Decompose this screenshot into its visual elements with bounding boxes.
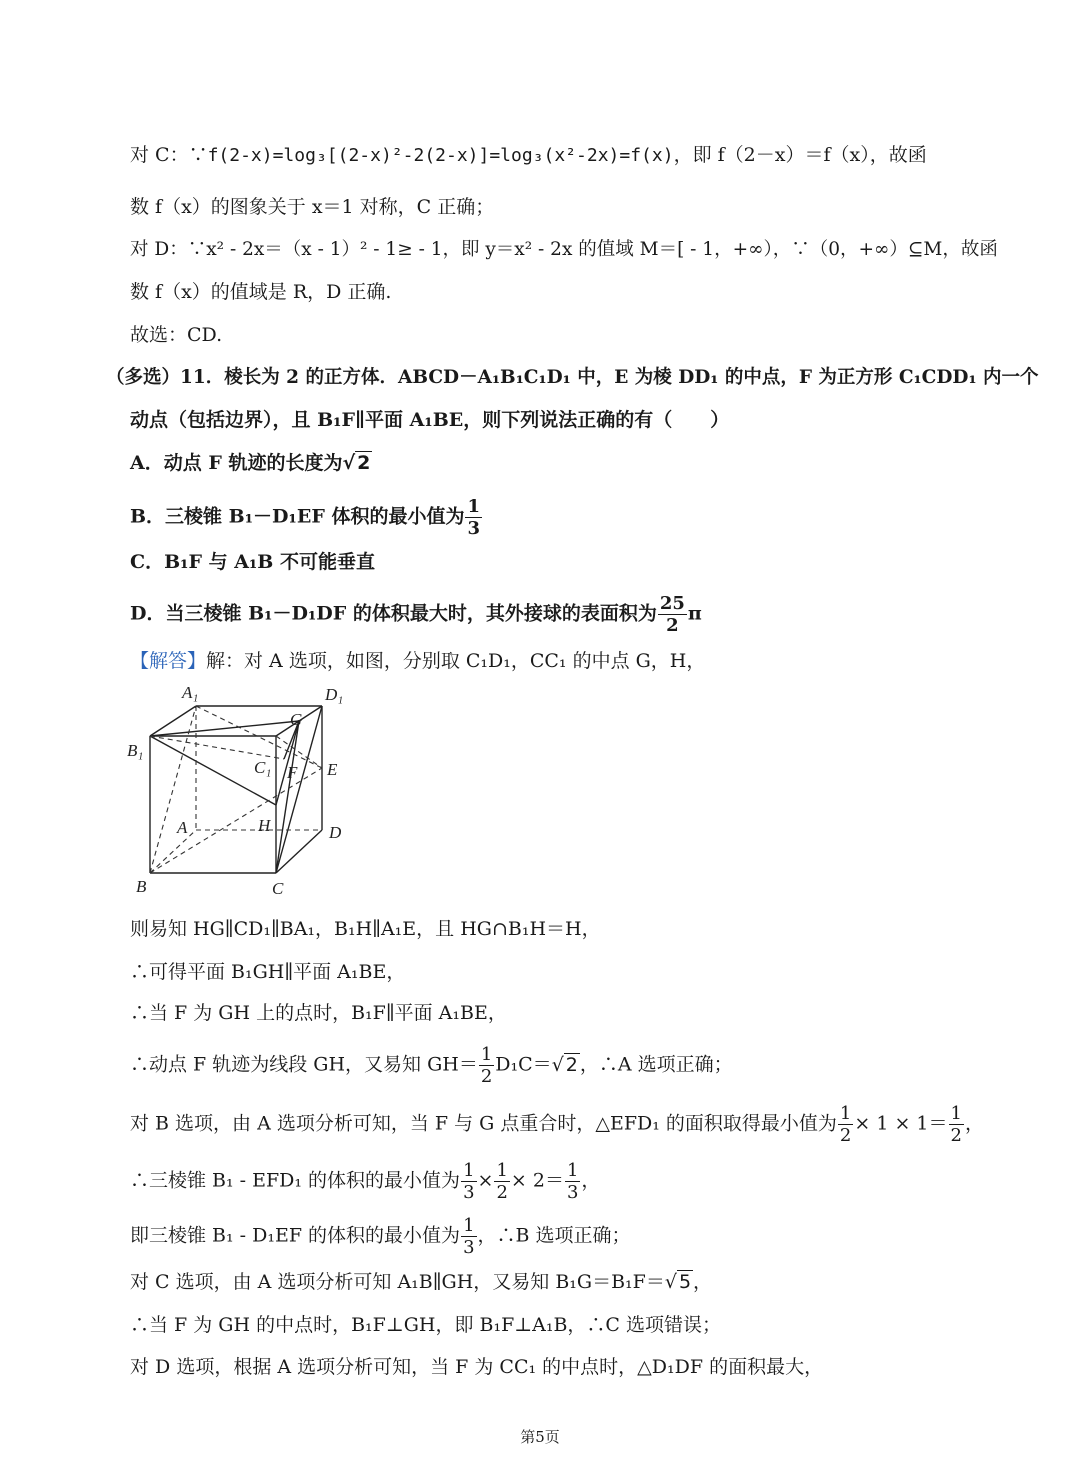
text-run: 即三棱锥 B₁ - D₁EF 的体积的最小值为 [130, 1224, 461, 1247]
option-b [130, 496, 483, 539]
page-number: 第5页 [520, 1428, 560, 1446]
text-run: ∴三棱锥 B₁ - EFD₁ 的体积的最小值为 [130, 1169, 461, 1192]
text-run: ，即 f（2－x）＝f（x），故函 [673, 144, 927, 166]
choice-line: 故选：CD. [130, 324, 223, 346]
text-run: ， [581, 1169, 601, 1192]
text-run: ， [693, 1271, 713, 1293]
sqrt: √ 2 [342, 452, 371, 474]
fraction [494, 1160, 509, 1203]
solution-step-3: ∴当 F 为 GH 上的点时，B₁F∥平面 A₁BE， [130, 1002, 507, 1024]
numerator: 25 [659, 593, 685, 614]
numerator: 1 [463, 1160, 475, 1181]
solution-step-8 [130, 1267, 712, 1297]
solution-step-5 [130, 1103, 984, 1146]
denominator: 2 [950, 1125, 962, 1146]
label-e: E [327, 760, 338, 779]
text-run: ，∴B 选项正确； [477, 1224, 631, 1247]
text-run: 对 C：∵ [130, 144, 208, 166]
option-b-text: B．三棱锥 B₁－D₁EF 体积的最小值为 [130, 505, 465, 528]
text-run: D₁C＝ [495, 1053, 552, 1076]
fraction [479, 1044, 494, 1087]
option-a [130, 448, 372, 478]
fraction [658, 593, 687, 636]
radicand: 2 [357, 452, 371, 474]
line-c1e-hidden [276, 736, 322, 768]
sqrt: √ 5 [664, 1271, 692, 1293]
fraction [838, 1103, 853, 1146]
option-d [130, 593, 702, 636]
denominator: 3 [463, 1237, 475, 1258]
option-d-text: D．当三棱锥 B₁－D₁DF 的体积最大时，其外接球的表面积为 [130, 602, 657, 625]
label-f: F [287, 763, 298, 782]
sqrt: √ 2 [551, 1053, 578, 1076]
denominator: 2 [496, 1182, 508, 1203]
option-c-analysis-cont: 数 f（x）的图象关于 x＝1 对称，C 正确； [130, 196, 495, 218]
radicand: 5 [678, 1271, 692, 1293]
text-run: ∴动点 F 轨迹为线段 GH，又易知 GH＝ [130, 1053, 478, 1076]
text-run: 对 C 选项，由 A 选项分析可知 A₁B∥GH，又易知 B₁G＝B₁F＝ [130, 1271, 665, 1293]
denominator: 2 [666, 615, 679, 636]
numerator: 1 [467, 496, 480, 517]
option-d-analysis-cont: 数 f（x）的值域是 R，D 正确. [130, 281, 392, 303]
fraction [465, 496, 482, 539]
pi-symbol: π [687, 602, 702, 625]
fraction [565, 1160, 580, 1203]
solution-step-4 [130, 1044, 733, 1087]
numerator: 1 [566, 1160, 579, 1181]
option-c-analysis-line [130, 140, 927, 171]
label-d1: D₁ [325, 685, 344, 704]
edge-ba-hidden [150, 830, 196, 873]
solution-step-1: 则易知 HG∥CD₁∥BA₁，B₁H∥A₁E，且 HG∩B₁H＝H， [130, 918, 601, 940]
solution-intro [130, 646, 705, 676]
label-a: A [177, 818, 188, 837]
solution-step-7 [130, 1215, 631, 1258]
text-run: ，∴A 选项正确； [579, 1053, 733, 1076]
cube-diagram [126, 678, 366, 908]
solution-tag: 【解答】 [130, 650, 207, 672]
denominator: 3 [566, 1182, 579, 1203]
denominator: 2 [480, 1066, 493, 1087]
formula: f(2-x)=log₃[(2-x)²-2(2-x)]=log₃(x²-2x)=f(x) [207, 145, 674, 166]
question-stem-line1: （多选）11．棱长为 2 的正方体．ABCD－A₁B₁C₁D₁ 中，E 为棱 DD₁ 的中点，F 为正方形 C₁CDD₁ 内一个 [106, 367, 1039, 388]
solution-step-9: ∴当 F 为 GH 的中点时，B₁F⊥GH，即 B₁F⊥A₁B，∴C 选项错误； [130, 1314, 722, 1336]
label-c1: C₁ [254, 758, 272, 777]
fraction [461, 1160, 476, 1203]
option-c: C．B₁F 与 A₁B 不可能垂直 [130, 551, 375, 573]
label-h: H [258, 816, 271, 835]
option-d-analysis-line: 对 D：∵x² - 2x＝（x - 1）² - 1≥ - 1，即 y＝x² - 2x 的值域 M＝[ - 1，+∞），∵（0，+∞）⊆M，故函 [130, 239, 998, 260]
label-b1: B₁ [127, 741, 144, 760]
solution-step-6 [130, 1160, 600, 1203]
label-c: C [272, 879, 284, 898]
solution-step-2: ∴可得平面 B₁GH∥平面 A₁BE， [130, 961, 406, 983]
label-g: G [290, 710, 303, 729]
edge-cd [276, 830, 322, 873]
denominator: 3 [467, 518, 480, 539]
question-stem-line2: 动点（包括边界），且 B₁F∥平面 A₁BE，则下列说法正确的有（ ） [130, 409, 730, 431]
radicand: 2 [565, 1053, 578, 1076]
text-run: × [477, 1169, 494, 1192]
fraction [461, 1215, 476, 1258]
numerator: 1 [496, 1160, 508, 1181]
text-run: 对 B 选项，由 A 选项分析可知，当 F 与 G 点重合时，△EFD₁ 的面积取得最小值为 [130, 1112, 837, 1135]
numerator: 1 [950, 1103, 962, 1124]
denominator: 2 [839, 1125, 852, 1146]
numerator: 1 [463, 1215, 475, 1236]
option-a-text: A．动点 F 轨迹的长度为 [130, 452, 343, 474]
label-a1: A₁ [182, 683, 199, 702]
denominator: 3 [463, 1182, 475, 1203]
label-d: D [329, 823, 342, 842]
numerator: 1 [480, 1044, 493, 1065]
text-run: ， [964, 1112, 984, 1135]
fraction [949, 1103, 964, 1146]
solution-step-10: 对 D 选项，根据 A 选项分析可知，当 F 为 CC₁ 的中点时，△D₁DF 的面积最大， [130, 1356, 824, 1378]
line-b1g [150, 721, 299, 736]
solution-intro-text: 解：对 A 选项，如图，分别取 C₁D₁，CC₁ 的中点 G，H， [206, 650, 706, 672]
text-run: × 1 × 1＝ [854, 1112, 948, 1135]
text-run: × 2＝ [510, 1169, 564, 1192]
label-b: B [136, 877, 147, 896]
numerator: 1 [839, 1103, 852, 1124]
